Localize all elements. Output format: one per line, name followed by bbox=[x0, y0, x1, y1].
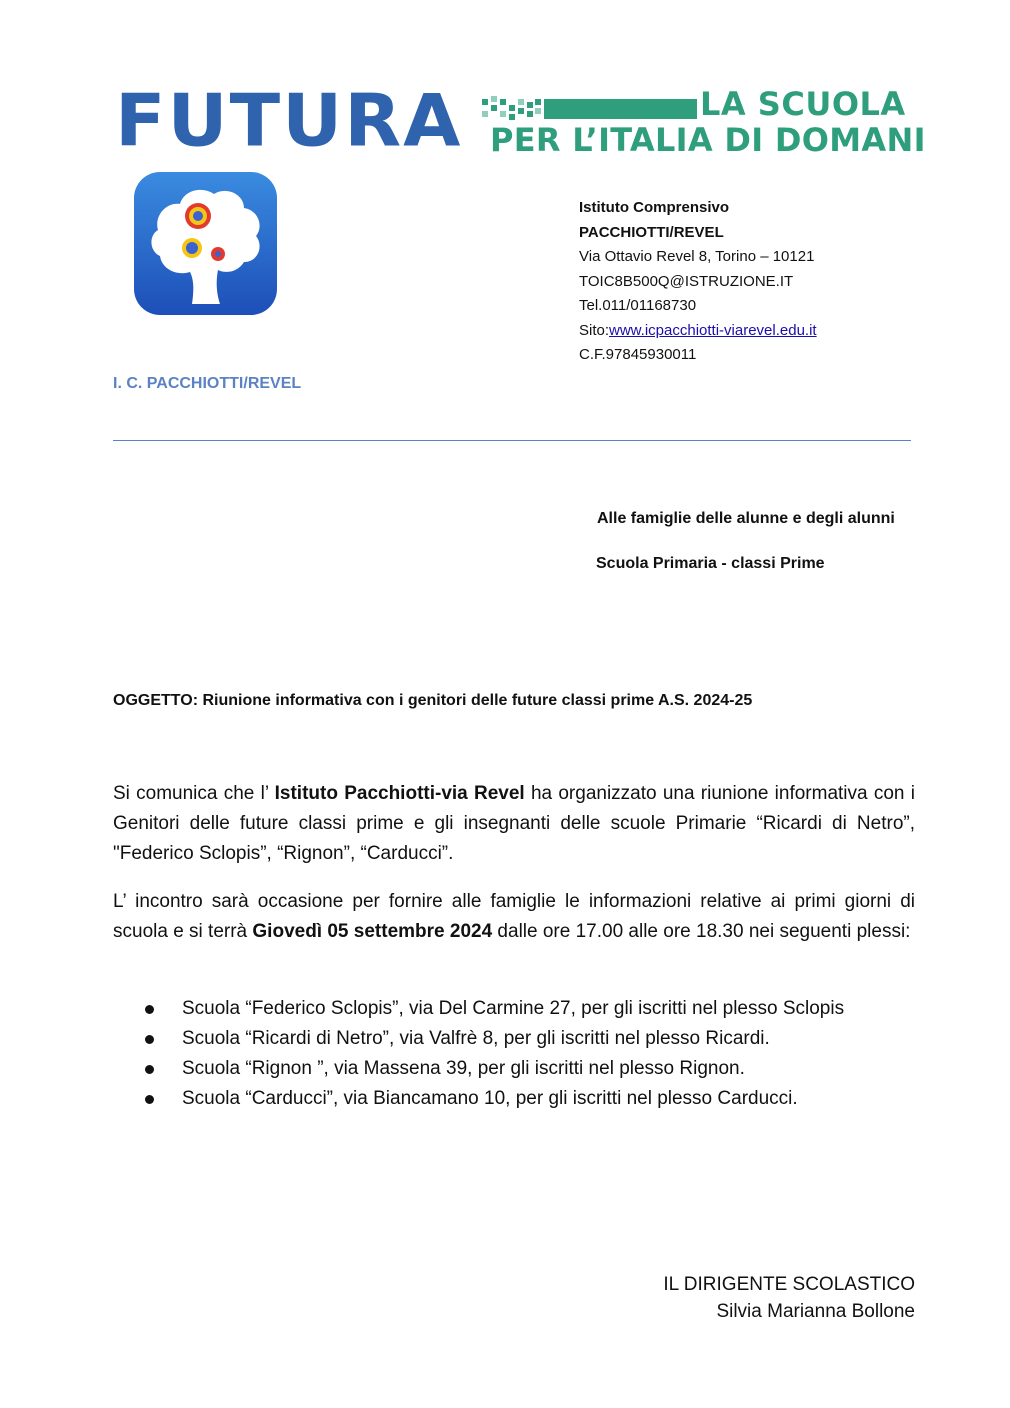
school-tree-logo bbox=[134, 172, 277, 315]
bullet-icon bbox=[145, 1035, 154, 1044]
school-info bbox=[579, 196, 817, 368]
bullet-icon bbox=[145, 1065, 154, 1074]
schools-list bbox=[140, 994, 844, 1114]
paragraph-2 bbox=[113, 887, 915, 947]
school-cf: C.F.97845930011 bbox=[579, 346, 697, 363]
pixel-bar-graphic bbox=[482, 96, 697, 122]
list-item-text: Scuola “Federico Sclopis”, via Del Carmine 27, per gli iscritti nel plesso Sclopis bbox=[182, 998, 845, 1019]
list-item-text: Scuola “Ricardi di Netro”, via Valfrè 8, per gli iscritti nel plesso Ricardi. bbox=[182, 1028, 770, 1049]
recipient-line2: Scuola Primaria - classi Prime bbox=[596, 555, 825, 572]
futura-brand: FUTURA bbox=[115, 78, 463, 164]
ic-name: I. C. PACCHIOTTI/REVEL bbox=[113, 375, 302, 392]
school-email: TOIC8B500Q@ISTRUZIONE.IT bbox=[579, 272, 794, 290]
signature-name: Silvia Marianna Bollone bbox=[716, 1301, 915, 1322]
school-address: Via Ottavio Revel 8, Torino – 10121 bbox=[579, 248, 815, 265]
school-name: PACCHIOTTI/REVEL bbox=[579, 223, 724, 241]
list-item-text: Scuola “Carducci”, via Biancamano 10, per gli iscritti nel plesso Carducci. bbox=[182, 1088, 798, 1109]
list-item bbox=[140, 1054, 844, 1084]
p1-text-bold: Istituto Pacchiotti-via Revel bbox=[274, 783, 525, 804]
list-item bbox=[140, 1084, 844, 1114]
list-item-text: Scuola “Rignon ”, via Massena 39, per gli iscritti nel plesso Rignon. bbox=[182, 1058, 745, 1079]
p1-text-pre: Si comunica che l’ bbox=[113, 783, 275, 804]
site-label: Sito: bbox=[579, 321, 610, 339]
paragraph-1 bbox=[113, 779, 915, 869]
tagline-line1: LA SCUOLA bbox=[700, 85, 906, 123]
p2-text-bold: Giovedì 05 settembre 2024 bbox=[252, 921, 493, 942]
school-type: Istituto Comprensivo bbox=[579, 199, 730, 216]
signature-title: IL DIRIGENTE SCOLASTICO bbox=[663, 1274, 915, 1295]
tagline-line2: PER L’ITALIA DI DOMANI bbox=[490, 121, 926, 159]
school-site bbox=[579, 319, 817, 344]
bullet-icon bbox=[145, 1095, 154, 1104]
p2-text-post: dalle ore 17.00 alle ore 18.30 nei seguenti plessi: bbox=[492, 921, 911, 942]
subject-line: OGGETTO: Riunione informativa con i genitori delle future classi prime A.S. 2024-25 bbox=[113, 692, 753, 709]
p1-text-post: ha organizzato una riunione informativa con i Genitori delle future classi prime e gli insegnanti delle scuole Primarie “Ricardi di Netro”, "Federico Sclopis”, “Rignon”, “Carducci”. bbox=[113, 783, 915, 864]
list-item bbox=[140, 1024, 844, 1054]
site-link[interactable]: www.icpacchiotti-viarevel.edu.it bbox=[609, 321, 817, 339]
bullet-icon bbox=[145, 1005, 154, 1014]
school-phone: Tel.011/01168730 bbox=[579, 297, 697, 314]
recipient-line1: Alle famiglie delle alunne e degli alunni bbox=[597, 510, 895, 527]
header-divider bbox=[113, 440, 911, 441]
list-item bbox=[140, 994, 844, 1024]
p2-text-pre: L’ incontro sarà occasione per fornire alle famiglie le informazioni relative ai primi giorni di scuola e si terrà bbox=[113, 891, 915, 942]
